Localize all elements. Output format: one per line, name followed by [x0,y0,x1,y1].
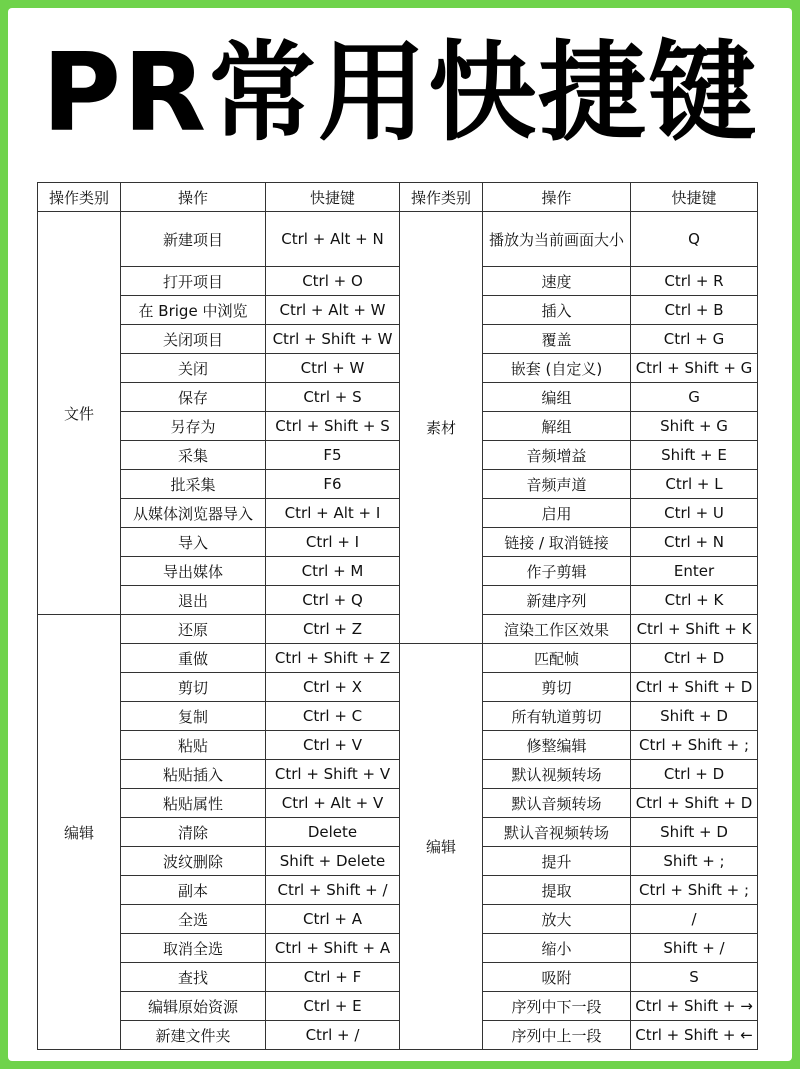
table-row [38,731,758,760]
shortcut-cell: Ctrl + X [266,673,400,702]
operation-cell: 所有轨道剪切 [483,702,631,731]
table-header-row [38,183,758,212]
shortcut-cell: Ctrl + D [631,644,758,673]
table-row [38,325,758,354]
table-row [38,470,758,499]
table-row [38,412,758,441]
table-row [38,789,758,818]
shortcut-table [37,182,758,1050]
operation-cell: 解组 [483,412,631,441]
category-cell: 文件 [38,212,121,615]
table-row [38,499,758,528]
shortcut-cell: Shift + G [631,412,758,441]
table-row [38,818,758,847]
shortcut-cell: Shift + / [631,934,758,963]
operation-cell: 修整编辑 [483,731,631,760]
table-row [38,586,758,615]
shortcut-cell: Ctrl + D [631,760,758,789]
shortcut-cell: / [631,905,758,934]
operation-cell: 音频声道 [483,470,631,499]
header-cell: 快捷键 [266,183,400,212]
shortcut-cell: Ctrl + G [631,325,758,354]
shortcut-cell: Ctrl + L [631,470,758,499]
header-cell: 操作类别 [38,183,121,212]
shortcut-cell: Ctrl + Z [266,615,400,644]
operation-cell: 导出媒体 [121,557,266,586]
operation-cell: 副本 [121,876,266,905]
operation-cell: 波纹删除 [121,847,266,876]
operation-cell: 新建序列 [483,586,631,615]
shortcut-cell: Ctrl + Alt + N [266,212,400,267]
shortcut-cell: Shift + D [631,702,758,731]
operation-cell: 默认音视频转场 [483,818,631,847]
operation-cell: 从媒体浏览器导入 [121,499,266,528]
table-row [38,528,758,557]
shortcut-cell: Ctrl + C [266,702,400,731]
operation-cell: 渲染工作区效果 [483,615,631,644]
shortcut-cell: Ctrl + Shift + D [631,789,758,818]
table-row [38,557,758,586]
header-cell: 快捷键 [631,183,758,212]
operation-cell: 退出 [121,586,266,615]
table-row [38,441,758,470]
operation-cell: 提取 [483,876,631,905]
operation-cell: 缩小 [483,934,631,963]
shortcut-cell: Ctrl + Shift + W [266,325,400,354]
table-row [38,905,758,934]
shortcut-cell: Ctrl + N [631,528,758,557]
shortcut-cell: Ctrl + F [266,963,400,992]
shortcut-cell: Ctrl + I [266,528,400,557]
shortcut-cell: Shift + Delete [266,847,400,876]
shortcut-cell: Ctrl + Alt + I [266,499,400,528]
shortcut-cell: Ctrl + K [631,586,758,615]
shortcut-cell: Ctrl + Shift + ← [631,1021,758,1050]
shortcut-cell: Ctrl + Shift + S [266,412,400,441]
shortcut-cell: Ctrl + S [266,383,400,412]
shortcut-cell: Ctrl + U [631,499,758,528]
shortcut-cell: Shift + D [631,818,758,847]
operation-cell: 默认视频转场 [483,760,631,789]
operation-cell: 粘贴属性 [121,789,266,818]
operation-cell: 新建文件夹 [121,1021,266,1050]
operation-cell: 速度 [483,267,631,296]
table-row [38,296,758,325]
operation-cell: 序列中下一段 [483,992,631,1021]
shortcut-cell: Ctrl + Alt + V [266,789,400,818]
shortcut-cell: Ctrl + O [266,267,400,296]
shortcut-cell: F5 [266,441,400,470]
table-row [38,615,758,644]
operation-cell: 插入 [483,296,631,325]
shortcut-cell: F6 [266,470,400,499]
operation-cell: 关闭 [121,354,266,383]
table-row [38,212,758,267]
shortcut-cell: Ctrl + Shift + → [631,992,758,1021]
operation-cell: 复制 [121,702,266,731]
operation-cell: 嵌套 (自定义) [483,354,631,383]
shortcut-cell: Delete [266,818,400,847]
operation-cell: 剪切 [121,673,266,702]
shortcut-cell: Enter [631,557,758,586]
operation-cell: 覆盖 [483,325,631,354]
category-cell: 编辑 [400,644,483,1050]
table-row [38,963,758,992]
shortcut-cell: Ctrl + Shift + Z [266,644,400,673]
shortcut-cell: Shift + ; [631,847,758,876]
operation-cell: 取消全选 [121,934,266,963]
operation-cell: 重做 [121,644,266,673]
operation-cell: 放大 [483,905,631,934]
operation-cell: 序列中上一段 [483,1021,631,1050]
operation-cell: 提升 [483,847,631,876]
operation-cell: 关闭项目 [121,325,266,354]
operation-cell: 吸附 [483,963,631,992]
operation-cell: 另存为 [121,412,266,441]
operation-cell: 编组 [483,383,631,412]
table-row [38,934,758,963]
shortcut-cell: G [631,383,758,412]
operation-cell: 播放为当前画面大小 [483,212,631,267]
category-cell: 素材 [400,212,483,644]
shortcut-cell: Ctrl + Q [266,586,400,615]
shortcut-cell: Ctrl + Shift + ; [631,876,758,905]
operation-cell: 打开项目 [121,267,266,296]
operation-cell: 链接 / 取消链接 [483,528,631,557]
shortcut-cell: Ctrl + A [266,905,400,934]
shortcut-cell: Ctrl + B [631,296,758,325]
shortcut-cell: Ctrl + Shift + ; [631,731,758,760]
header-cell: 操作类别 [400,183,483,212]
table-row [38,644,758,673]
table-row [38,847,758,876]
table-row [38,673,758,702]
operation-cell: 清除 [121,818,266,847]
shortcut-cell: Ctrl + Alt + W [266,296,400,325]
operation-cell: 启用 [483,499,631,528]
shortcut-cell: Ctrl + V [266,731,400,760]
shortcut-cell: Ctrl + Shift + D [631,673,758,702]
table-row [38,267,758,296]
operation-cell: 查找 [121,963,266,992]
page-title: PR常用快捷键 [41,31,759,156]
shortcut-cell: Ctrl + / [266,1021,400,1050]
operation-cell: 导入 [121,528,266,557]
operation-cell: 编辑原始资源 [121,992,266,1021]
shortcut-cell: Ctrl + W [266,354,400,383]
operation-cell: 剪切 [483,673,631,702]
table-row [38,354,758,383]
table-row [38,760,758,789]
table-row [38,1021,758,1050]
operation-cell: 作子剪辑 [483,557,631,586]
operation-cell: 保存 [121,383,266,412]
shortcut-cell: Ctrl + M [266,557,400,586]
shortcut-cell: Q [631,212,758,267]
operation-cell: 新建项目 [121,212,266,267]
shortcut-table-body [38,183,758,1050]
table-row [38,702,758,731]
shortcut-cell: Ctrl + Shift + G [631,354,758,383]
shortcut-cell: Ctrl + Shift + V [266,760,400,789]
operation-cell: 在 Brige 中浏览 [121,296,266,325]
header-cell: 操作 [483,183,631,212]
operation-cell: 还原 [121,615,266,644]
operation-cell: 音频增益 [483,441,631,470]
shortcut-cell: S [631,963,758,992]
page-frame [8,8,792,1061]
shortcut-cell: Ctrl + E [266,992,400,1021]
header-cell: 操作 [121,183,266,212]
operation-cell: 全选 [121,905,266,934]
operation-cell: 粘贴 [121,731,266,760]
shortcut-cell: Shift + E [631,441,758,470]
operation-cell: 粘贴插入 [121,760,266,789]
operation-cell: 批采集 [121,470,266,499]
shortcut-cell: Ctrl + R [631,267,758,296]
shortcut-cell: Ctrl + Shift + A [266,934,400,963]
operation-cell: 采集 [121,441,266,470]
category-cell: 编辑 [38,615,121,1050]
operation-cell: 默认音频转场 [483,789,631,818]
operation-cell: 匹配帧 [483,644,631,673]
table-row [38,876,758,905]
table-row [38,992,758,1021]
table-row [38,383,758,412]
shortcut-cell: Ctrl + Shift + K [631,615,758,644]
shortcut-cell: Ctrl + Shift + / [266,876,400,905]
